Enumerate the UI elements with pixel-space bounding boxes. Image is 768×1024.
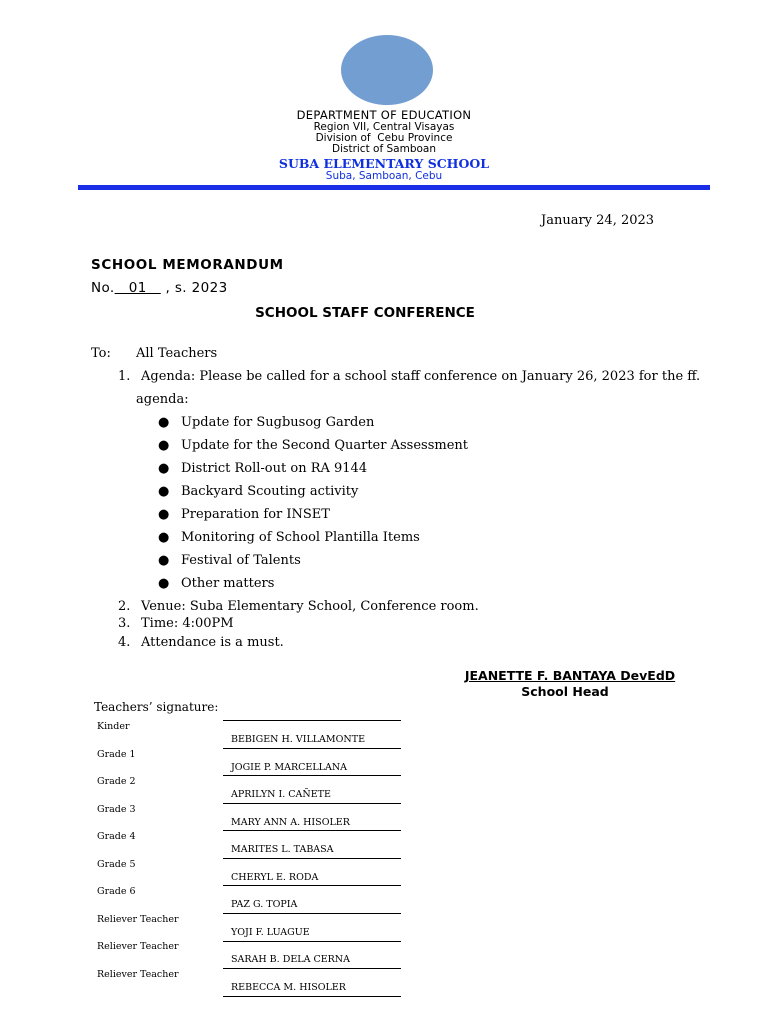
teacher-name: APRILYN I. CAÑETE xyxy=(231,789,331,800)
time-text: Time: 4:00PM xyxy=(141,616,234,631)
agenda-item: Update for Sugbusog Garden xyxy=(181,415,375,430)
grade-label: Grade 2 xyxy=(97,776,136,787)
memo-number-prefix: No. xyxy=(91,280,115,296)
agenda-item: Festival of Talents xyxy=(181,553,301,568)
venue-text: Venue: Suba Elementary School, Conference room. xyxy=(141,599,479,614)
grade-label: Kinder xyxy=(97,721,130,732)
item-number: 2. xyxy=(118,599,131,614)
signature-line xyxy=(223,748,401,749)
item-number: 4. xyxy=(118,635,131,650)
grade-label: Grade 3 xyxy=(97,804,136,815)
school-address: Suba, Samboan, Cebu xyxy=(325,170,443,182)
agenda-intro-cont: agenda: xyxy=(136,392,189,407)
signature-line xyxy=(223,913,401,914)
bullet-icon: ● xyxy=(158,576,170,591)
school-logo xyxy=(341,35,433,105)
header-divider xyxy=(78,185,710,190)
teachers-signature-label: Teachers’ signature: xyxy=(94,700,219,714)
teacher-name: MARY ANN A. HISOLER xyxy=(231,817,350,828)
signature-line xyxy=(223,941,401,942)
teacher-name: MARITES L. TABASA xyxy=(231,844,334,855)
teacher-name: BEBIGEN H. VILLAMONTE xyxy=(231,734,366,745)
memo-date: January 24, 2023 xyxy=(541,213,655,228)
signature-line xyxy=(223,996,401,997)
teacher-name: REBECCA M. HISOLER xyxy=(231,982,346,993)
teacher-name: SARAH B. DELA CERNA xyxy=(231,954,350,965)
attendance-text: Attendance is a must. xyxy=(141,635,284,650)
to-recipients: All Teachers xyxy=(136,346,218,361)
district-name: District of Samboan xyxy=(331,143,436,155)
signature-line xyxy=(223,968,401,969)
grade-label: Reliever Teacher xyxy=(97,914,179,925)
signature-line xyxy=(223,858,401,859)
grade-label: Reliever Teacher xyxy=(97,969,179,980)
department-name: DEPARTMENT OF EDUCATION xyxy=(296,108,472,122)
bullet-icon: ● xyxy=(158,530,170,545)
memo-number-value: 01 xyxy=(114,280,161,296)
agenda-item: Other matters xyxy=(181,576,275,591)
memo-number xyxy=(91,280,228,296)
bullet-icon: ● xyxy=(158,553,170,568)
bullet-icon: ● xyxy=(158,415,170,430)
signatory-name: JEANETTE F. BANTAYA DevEdD xyxy=(464,668,676,683)
teacher-name: PAZ G. TOPIA xyxy=(231,899,298,910)
signatory-title: School Head xyxy=(521,684,609,699)
signature-line xyxy=(223,885,401,886)
signature-line xyxy=(223,803,401,804)
agenda-item: District Roll-out on RA 9144 xyxy=(181,461,368,476)
agenda-item: Monitoring of School Plantilla Items xyxy=(181,530,420,545)
bullet-icon: ● xyxy=(158,438,170,453)
grade-label: Reliever Teacher xyxy=(97,941,179,952)
division-name: Division of Cebu Province xyxy=(315,132,453,144)
school-name: SUBA ELEMENTARY SCHOOL xyxy=(278,156,490,171)
teacher-name: CHERYL E. RODA xyxy=(231,872,319,883)
grade-label: Grade 1 xyxy=(97,749,136,760)
grade-label: Grade 5 xyxy=(97,859,136,870)
memo-series: , s. 2023 xyxy=(160,280,228,296)
to-label: To: xyxy=(91,346,111,361)
memo-subject: SCHOOL STAFF CONFERENCE xyxy=(255,305,475,321)
signature-line xyxy=(223,775,401,776)
signature-line xyxy=(223,720,401,721)
grade-label: Grade 6 xyxy=(97,886,136,897)
bullet-icon: ● xyxy=(158,484,170,499)
agenda-item: Update for the Second Quarter Assessment xyxy=(181,438,468,453)
item-number: 1. xyxy=(118,369,131,384)
bullet-icon: ● xyxy=(158,507,170,522)
memo-title: SCHOOL MEMORANDUM xyxy=(91,257,284,273)
agenda-intro: Agenda: Please be called for a school staff conference on January 26, 2023 for the ff. xyxy=(141,369,701,384)
agenda-item: Preparation for INSET xyxy=(181,507,330,522)
bullet-icon: ● xyxy=(158,461,170,476)
grade-label: Grade 4 xyxy=(97,831,136,842)
teacher-name: YOJI F. LUAGUE xyxy=(231,927,310,938)
signature-line xyxy=(223,830,401,831)
teacher-name: JOGIE P. MARCELLANA xyxy=(231,762,347,773)
item-number: 3. xyxy=(118,616,131,631)
agenda-item: Backyard Scouting activity xyxy=(181,484,359,499)
region-name: Region VII, Central Visayas xyxy=(313,121,455,133)
